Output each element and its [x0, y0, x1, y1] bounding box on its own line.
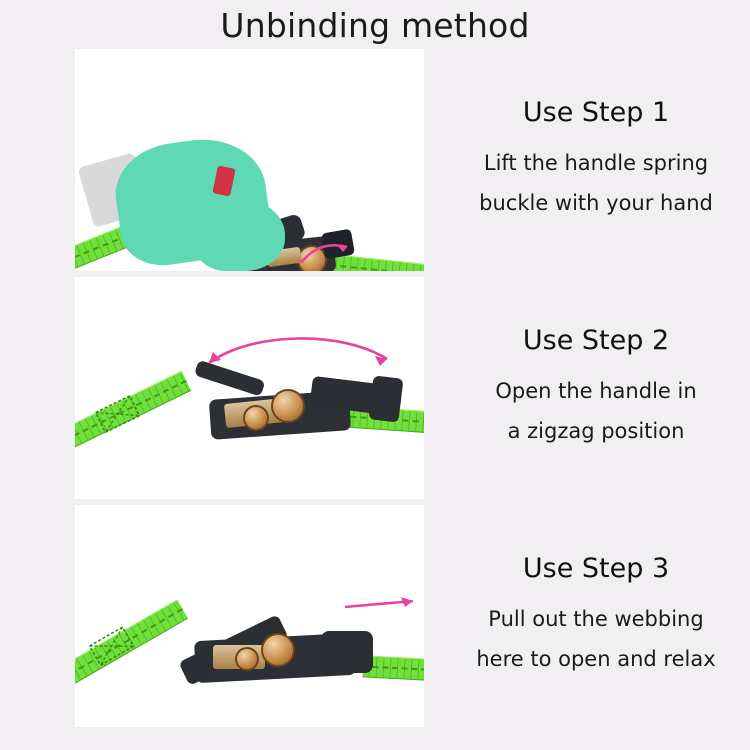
step-3-image — [75, 505, 424, 727]
glove-fingers — [195, 199, 285, 271]
step-1-description — [452, 144, 740, 224]
step-1-text — [424, 97, 750, 224]
ratchet-gear-secondary — [235, 647, 259, 671]
step-3-description — [452, 600, 740, 680]
step-row-1 — [0, 49, 750, 271]
step-2-title: Use Step 2 — [522, 324, 670, 356]
step-1-title: Use Step 1 — [522, 96, 670, 128]
step-3-text — [424, 553, 750, 680]
step-row-3 — [0, 505, 750, 727]
step-2-line-1: Open the handle in — [495, 378, 697, 403]
step-3-title: Use Step 3 — [522, 552, 670, 584]
step-row-2 — [0, 277, 750, 499]
step-2-text — [424, 325, 750, 452]
step-2-line-2: a zigzag position — [507, 418, 685, 443]
ratchet-handle-grip — [321, 631, 373, 673]
step-3-line-2: here to open and relax — [476, 646, 716, 671]
ratchet-handle-grip — [368, 375, 403, 422]
ratchet-gear — [261, 633, 295, 667]
step-3-line-1: Pull out the webbing — [488, 606, 704, 631]
page-title: Unbinding method — [220, 6, 530, 45]
step-1-line-1: Lift the handle spring — [483, 150, 709, 175]
straight-pink-arrow-right-icon — [343, 591, 424, 617]
ratchet-gear-secondary — [243, 405, 269, 431]
short-pink-arrow-icon — [297, 237, 357, 271]
stitch-box-icon — [87, 625, 137, 669]
curved-pink-double-arrow-icon — [193, 327, 403, 377]
steps-list — [0, 49, 750, 733]
stitch-box-icon — [93, 395, 143, 435]
step-2-description — [452, 372, 740, 452]
step-2-image — [75, 277, 424, 499]
step-1-image — [75, 49, 424, 271]
ratchet-gear — [271, 389, 305, 423]
step-1-line-2: buckle with your hand — [479, 190, 713, 215]
